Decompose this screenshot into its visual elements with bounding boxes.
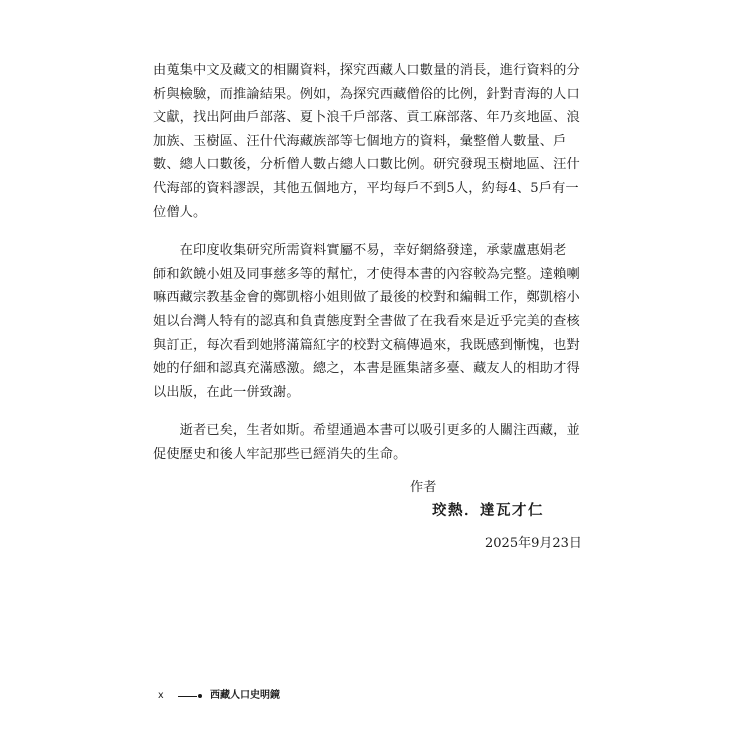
text-line: 促使歷史和後人牢記那些已經消失的生命。 (153, 446, 407, 462)
text-line: 姐以台灣人特有的認真和負責態度對全書做了在我看來是近乎完美的查核 (153, 313, 580, 329)
paragraph-2 (153, 239, 585, 404)
signature-role: 作者 (410, 480, 437, 495)
text-line: 在印度收集研究所需資料實屬不易，幸好網絡發達，承蒙盧惠娟老 (153, 243, 567, 259)
text-line: 文獻，找出阿曲戶部落、夏卜浪千戶部落、貢工麻部落、年乃亥地區、浪 (153, 110, 580, 126)
text-line: 位僧人。 (153, 204, 207, 220)
paragraph-1 (153, 59, 585, 224)
running-title: 西藏人口史明鏡 (210, 690, 280, 701)
text-line: 逝者已矣，生者如斯。希望通過本書可以吸引更多的人關注西藏，並 (153, 423, 580, 439)
text-line: 師和欽饒小姐及同事慈多等的幫忙，才使得本書的內容較為完整。達賴喇 (153, 266, 580, 282)
text-line: 加族、玉樹區、汪什代海藏族部等七個地方的資料，彙整僧人數量、戶 (153, 133, 567, 149)
page-number: x (158, 690, 164, 701)
text-line: 與訂正，每次看到她將滿篇紅字的校對文稿傳過來，我既感到慚愧，也對 (153, 337, 580, 353)
text-line: 以出版，在此一併致謝。 (153, 384, 300, 400)
text-line: 她的仔細和認真充滿感激。總之，本書是匯集諸多臺、藏友人的相助才得 (153, 361, 580, 377)
text-line: 嘛西藏宗教基金會的鄭凱榕小姐則做了最後的校對和編輯工作，鄭凱榕小 (153, 290, 580, 306)
text-line: 由蒐集中文及藏文的相關資料，探究西藏人口數量的消長，進行資料的分 (153, 63, 580, 78)
text-line: 數、總人口數後，分析僧人數占總人口數比例。研究發現玉樹地區、汪什 (153, 157, 580, 173)
author-name: 珓熱．達瓦才仁 (432, 502, 544, 519)
paragraph-3 (153, 419, 585, 466)
footer-rule (178, 696, 197, 697)
signature-date: 2025年9月23日 (485, 536, 582, 551)
text-line: 代海部的資料謬誤，其他五個地方，平均每戶不到5人，約每4、5戶有一 (153, 180, 579, 196)
text-line: 析與檢驗，而推論結果。例如，為探究西藏僧俗的比例，針對青海的人口 (153, 86, 580, 102)
footer-dot-icon (198, 694, 202, 698)
preface-body (153, 59, 585, 467)
